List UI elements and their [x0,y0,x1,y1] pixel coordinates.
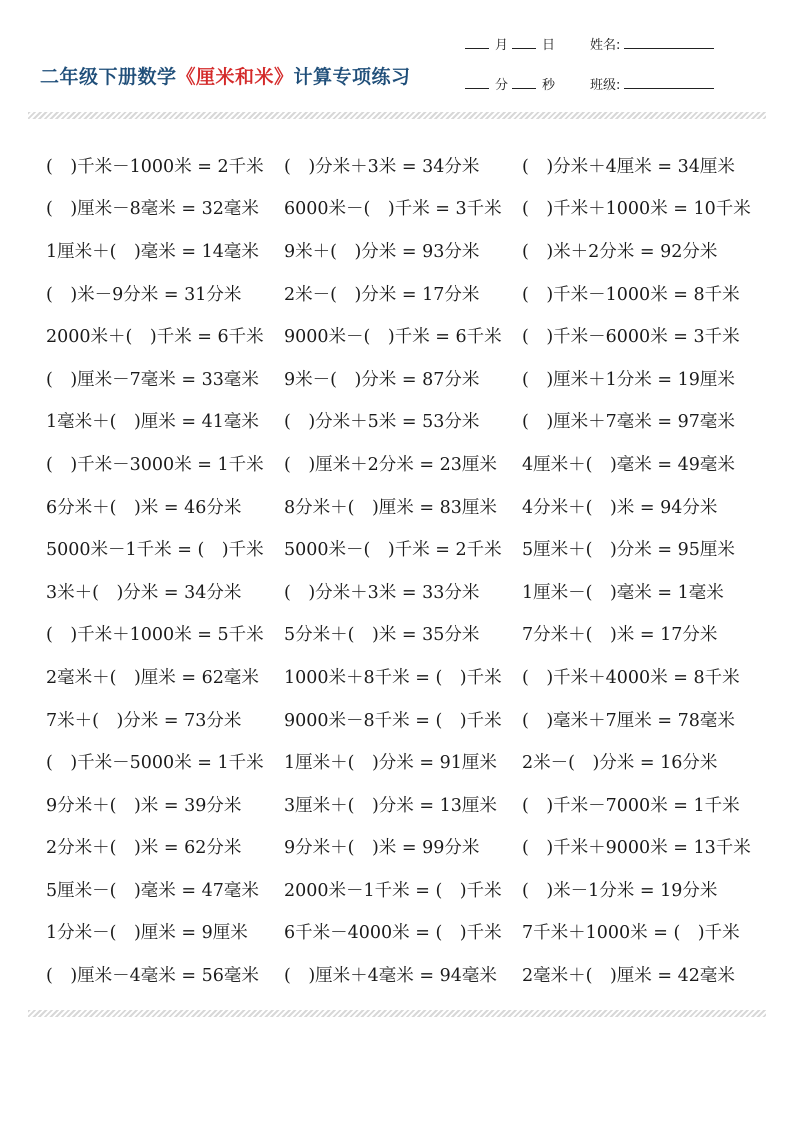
problem-item: 1毫米＋( )厘米 = 41毫米 [46,412,259,433]
title-grade-part: 二年级下册数学 [40,66,177,88]
problem-item: 1000米＋8千米 = ( )千米 [284,667,502,688]
bottom-divider [28,1010,766,1017]
name-blank[interactable] [624,38,714,49]
minute-blank[interactable] [465,78,489,89]
problem-grid [46,144,756,996]
problem-item: 2毫米＋( )厘米 = 62毫米 [46,667,259,688]
problem-item: ( )分米＋5米 = 53分米 [284,412,480,433]
page-title [40,62,411,89]
problem-item: 6千米－4000米 = ( )千米 [284,923,502,944]
problem-item: 5厘米＋( )分米 = 95厘米 [522,540,735,561]
problem-item: 2000米－1千米 = ( )千米 [284,880,502,901]
problem-item: ( )米－9分米 = 31分米 [46,284,242,305]
class-label: 班级: [590,78,621,93]
problem-item: 4厘米＋( )毫米 = 49毫米 [522,454,735,475]
problem-item: ( )千米＋4000米 = 8千米 [522,667,740,688]
problem-item: ( )千米－3000米 = 1千米 [46,454,264,475]
second-blank[interactable] [512,78,536,89]
time-line [465,74,555,93]
problem-item: 3厘米＋( )分米 = 13厘米 [284,795,497,816]
class-blank[interactable] [624,78,714,89]
problem-item: ( )厘米＋7毫米 = 97毫米 [522,412,735,433]
problem-item: 5000米－1千米 = ( )千米 [46,540,264,561]
title-exercise-part: 计算专项练习 [293,66,411,88]
problem-item: ( )分米＋3米 = 34分米 [284,156,480,177]
problem-item: ( )米－1分米 = 19分米 [522,880,718,901]
date-line [465,34,555,53]
problem-item: 1厘米＋( )毫米 = 14毫米 [46,241,259,262]
problem-item: ( )千米＋9000米 = 13千米 [522,838,751,859]
problem-item: ( )千米－1000米 = 2千米 [46,156,264,177]
problem-item: ( )厘米＋2分米 = 23厘米 [284,454,497,475]
problem-item: ( )厘米＋1分米 = 19厘米 [522,369,735,390]
problem-item: 9米＋( )分米 = 93分米 [284,241,480,262]
problem-item: 5000米－( )千米 = 2千米 [284,540,502,561]
problem-item: 9分米＋( )米 = 39分米 [46,795,242,816]
problem-item: 7分米＋( )米 = 17分米 [522,625,718,646]
month-label: 月 [495,38,509,53]
minute-label: 分 [495,78,509,93]
problem-item: ( )米＋2分米 = 92分米 [522,241,718,262]
problem-item: 2分米＋( )米 = 62分米 [46,838,242,859]
problem-item: 8分米＋( )厘米 = 83厘米 [284,497,497,518]
problem-item: ( )厘米－7毫米 = 33毫米 [46,369,259,390]
problem-item: ( )分米＋4厘米 = 34厘米 [522,156,735,177]
problem-item: 2毫米＋( )厘米 = 42毫米 [522,966,735,987]
problem-item: 1厘米＋( )分米 = 91厘米 [284,753,497,774]
day-blank[interactable] [512,38,536,49]
problem-item: 4分米＋( )米 = 94分米 [522,497,718,518]
second-label: 秒 [542,78,556,93]
month-blank[interactable] [465,38,489,49]
class-line [590,74,714,93]
day-label: 日 [542,38,556,53]
problem-item: ( )分米＋3米 = 33分米 [284,582,480,603]
problem-item: 9000米－( )千米 = 6千米 [284,327,502,348]
problem-item: 9000米－8千米 = ( )千米 [284,710,502,731]
problem-item: 9分米＋( )米 = 99分米 [284,838,480,859]
problem-item: 1厘米－( )毫米 = 1毫米 [522,582,724,603]
problem-item: 7米＋( )分米 = 73分米 [46,710,242,731]
problem-item: ( )千米＋1000米 = 10千米 [522,199,751,220]
problem-item: 2米－( )分米 = 17分米 [284,284,480,305]
name-line [590,34,714,53]
problem-item: 3米＋( )分米 = 34分米 [46,582,242,603]
problem-item: ( )千米－6000米 = 3千米 [522,327,740,348]
problem-item: ( )厘米－8毫米 = 32毫米 [46,199,259,220]
top-divider [28,112,766,119]
name-label: 姓名: [590,38,621,53]
problem-item: ( )千米－7000米 = 1千米 [522,795,740,816]
problem-item: 5分米＋( )米 = 35分米 [284,625,480,646]
problem-item: 1分米－( )厘米 = 9厘米 [46,923,248,944]
problem-item: 7千米＋1000米 = ( )千米 [522,923,740,944]
problem-item: 5厘米－( )毫米 = 47毫米 [46,880,259,901]
title-topic-part: 《厘米和米》 [176,66,294,88]
problem-item: 6分米＋( )米 = 46分米 [46,497,242,518]
problem-item: ( )毫米＋7厘米 = 78毫米 [522,710,735,731]
problem-item: 2000米＋( )千米 = 6千米 [46,327,264,348]
problem-item: 9米－( )分米 = 87分米 [284,369,480,390]
problem-item: ( )千米＋1000米 = 5千米 [46,625,264,646]
problem-item: 2米－( )分米 = 16分米 [522,753,718,774]
problem-item: ( )厘米－4毫米 = 56毫米 [46,966,259,987]
problem-item: ( )厘米＋4毫米 = 94毫米 [284,966,497,987]
problem-item: 6000米－( )千米 = 3千米 [284,199,502,220]
problem-item: ( )千米－5000米 = 1千米 [46,753,264,774]
problem-item: ( )千米－1000米 = 8千米 [522,284,740,305]
